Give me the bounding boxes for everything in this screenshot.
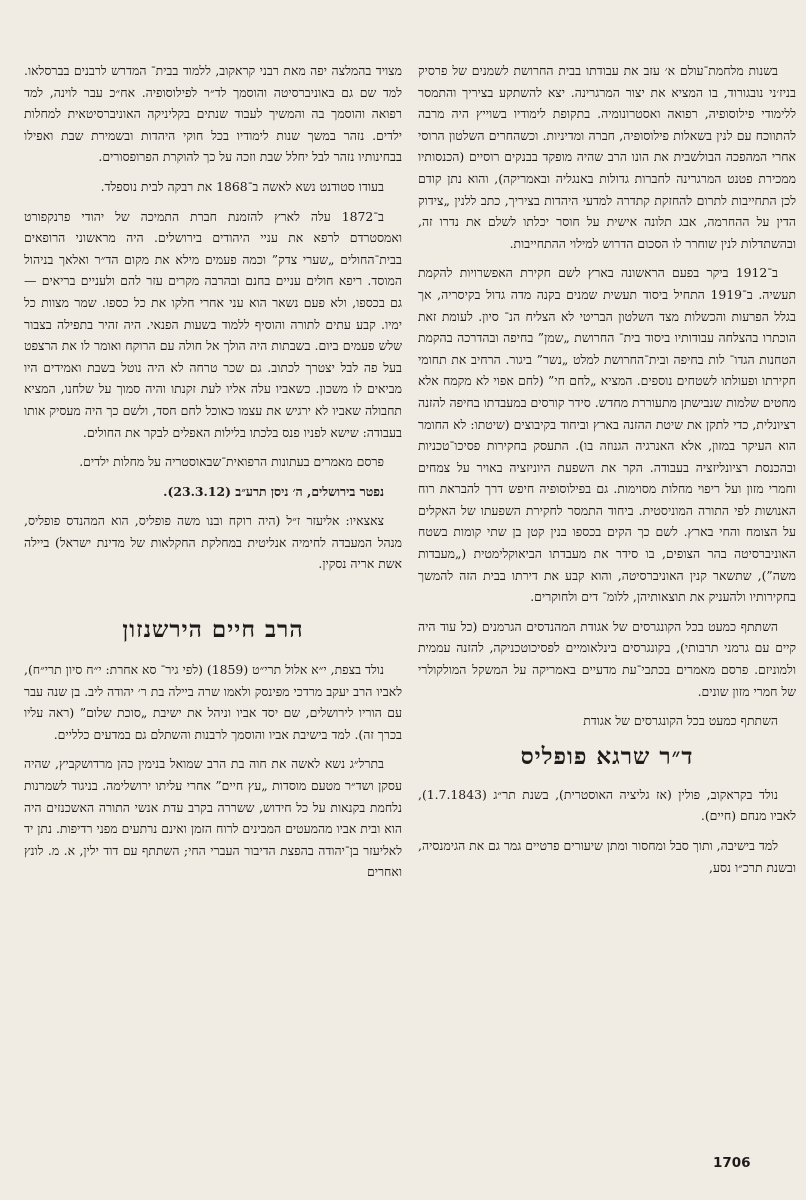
page-number: 1706 — [713, 1155, 751, 1171]
paragraph: השתתף כמעט בכל הקונגרסים של אגודת — [583, 713, 778, 729]
descendants: צאצאיו: אליעזר ז״ל (היה רוקח ובנו משה פופליס, הוא המהנדס פופליס, מנהל המעבדה לחימיה אנליטית במחלקת החקלאות של מדינת ישראל) ביילה אשת אריה נסקין. — [24, 513, 402, 572]
left-column — [24, 60, 402, 891]
paragraph: נולד בקראקוב, פולין (אז גליציה האוסטרית), בשנת תר״ג (1.7.1843), לאביו מנחם (חיים). — [418, 786, 796, 824]
paragraph: בתרל״ג נשא לאשה את חוה בת הרב שמואל בנימין כהן מרדושקביץ, שהיה עסקן ושד״ר מטעם מוסדות „עץ חיים” אחרי עליתו ירושלימה. בניגוד לשמרנות נלחמת בקנאות על כל חידוש, ששררה בקרב עדת אנשי התורה האשכנזים היה הוא ובית אביו מהמעטים המבינים לרוח הזמן ואינם נרתעים מפני רדיפות. נתן יד לאליעזר בן־יהודה בהפצת הדיבור העברי החי; השתתף עם דוד ילין, א. מ. לונץ ואחרים — [24, 756, 402, 880]
paragraph: בשנות מלחמת־עולם א׳ עזב את עבודתו בבית החרושת לשמנים של פרסיק בניז׳ני נובגורוד, בו המציא את יצור המרגרינה. יצא להשתקע בציריך והתמסר ללימודי פילוסופיה, רפואה ואסטרונומיה. בתקופת לימודיו בשוייץ היה מרבה להתווכח עם לנין בשאלות פילוסופיה, חברה ומדיניות. וכשהחרים השלטון הרוסי אחרי המהפכה הבולשבית את הונו הרב שהיה מופקד בבנקים רוסיים (הכנסותיו ממכירת פטנט המרגרינה לחברות גדולות באנגליה ובאמריקה), והוא נתן קודם לכן התחייבות לתרום להחזקת קתדרה למדעי היהדות בציריך, כתב ללנין „צידוק הדין על ההחרמה, אבג תלונה אישית על חוסר יכלתו לשלם את נדרו זה, ובהשתדלות לנין שוחרר לו הסכום הדרוש למילוי ההתחייבות. — [418, 63, 796, 251]
paragraph: נולד בצפת, י״א אלול תרי״ט (1859) (לפי גיר־ סא אחרת: י״ח סיון תרי״ח), לאביו הרב יעקב מרדכי מפינסק ולאמו שרה ביילה בת ר׳ יהודה ליב. בן שנה עבר עם הוריו לירושלים, שם יסד אביו וניהל את ישיבת „סוכת שלום” (ראה עליו בכרך זה). למד בישיבת אביו והוסמך לרבנות והשתלם גם במדעים כלליים. — [24, 662, 402, 742]
paragraph: השתתף כמעט בכל הקונגרסים של אגודת המהנדסים הגרמנים (כל עוד היה קיים עם גרמני תרבותי), בקונגרסים בינלאומיים לפסיכוטכניקה, להזנה עממית ולמוניזם. פרסם מאמרים בכתבי־עת מדעיים באמריקה על המשקל המולקולרי של חמרי מזון שונים. — [418, 618, 796, 699]
death-date: נפטר בירושלים, ה׳ ניסן תרע״ב (23.3.12). — [163, 483, 384, 499]
section-heading-hirschensohn: הרב חיים הירשנזון — [122, 616, 304, 644]
paragraph: פרסם מאמרים בעתונות הרפואית־שבאוסטריה על מחלות ילדים. — [79, 454, 384, 470]
paragraph: ב־1912 ביקר בפעם הראשונה בארץ לשם חקירת האפשרויות להקמת תעשיה. ב־1919 התחיל ביסוד תעשית שמנים בקנה מדה גדול בקיסריה, אך בגלל הפרעות והכשלות מצד השלטון הבריטי לא הצליח הנ־ סיון. לעומת זאת הוכתרו בהצלחה עבודותיו ביסוד בית־ החרושת „שמן” בחיפה ובהדרכה בהקמת הטחנות הגדו־ לות בחיפה ובית־החרושת למלט „נשר” ביגור. הרחיב את תחומי חקירתו ופעולתו לשטחים נוספים. המציא „לחם חי” (לחם אפוי לא מקמח אלא מחטים שלמות שנבישתן מתעוררת מחדש. סידר קורסים במעבדתו בחיפה להזנה רציונלית, כדי לתקן את שיטת ההזנה בארץ וביחוד בקיבוצים (שיטתו: לא החומר הוא העיקר במזון, אלא האנרגיה הגנוזה בו). התעסק בחקירות פסיכו־טכניות ובהכנסת רציונליזציה בעבודה. הקר את השפעת היוניזציה באויר על צמחים וחמרי מזון ועל ריפוי מחלות מסוימות. גם בפילוסופיה חיפש דרך להבראת רוח האנושות לפי התורה המוניסטית. ביחוד התמסר לחקירת השפעתו של האקלים על הצומח והחי בארץ. לשם כך הקים בכספו בנין קטן בן שתי קומות בשטח האוניברסיטה בהר הצופים, בו סידר את מעבדתו הביאוקלימטית („מעבדות משה”), שתשאר קנין האוניברסיטה, והוא קבע את דירתו בבית הזה להמשך בחקירותיו ולהעניק את תוצאותיהן, ללומ־ דים ולחוקרים. — [418, 265, 797, 605]
paragraph: בעודו סטודנט נשא לאשה ב־1868 את רבקה לבית נוספלד. — [100, 178, 384, 194]
right-column — [418, 60, 796, 886]
paragraph: ב־1872 עלה לארץ להזמנת חברת התמיכה של יהודי פרנקפורט ואמסטרדם לרפא את עניי היהודים בירושלים. היה מראשוני הרופאים בבית־החולים „שערי צדק” וכמה פעמים מילא את מקום הד״ר ואלאך בניהול המוסד. ריפא חולים עניים בחנם ובהרבה מקרים עזר להם ולעניים בריאים — גם בכספו, ולא פעם נשאר הוא עני אחרי חלקו את כל כספו. שמר מצוות כל ימיו. קבע עתים לתורה והוסיף ללמוד בשעות הפנאי. היה זהיר בתפילה בצבור שלש פעמים ביום. בשבתות היה הולך אל חולה עם הרוקח ואומר לו את הרצפט בעל פה לבל יצטרך לכתוב. גם שכר טרחה לא היה נוטל בשבת ואמידים היו מביאים לו משכון. כשאביו עלה אליו לעת זקנתו והיה סמוך על שלחנו, המציא תחבולה שאביו לא ירגיש את עצמו כאוכל לחם חסד, ולשם כך היה מעסיק אותו בעבודה: שישא לפניו פנס בלכתו בלילות האפלים לבקר את החולים. — [24, 208, 402, 440]
section-heading-popelis: ד״ר שרגא פופליס — [520, 742, 694, 770]
paragraph: למד בישיבה, ותוך סבל ומחסור ומתן שיעורים פרטיים גמר גם את הגימנסיה, ובשנת תרכ״ו נסע, — [418, 838, 796, 875]
paragraph: מצויד בהמלצה יפה מאת רבני קראקוב, ללמוד בבית־ המדרש לרבנים בברסלאו. למד שם גם באוניברסיטה והוסמך לד״ר לפילוסופיה. אח״כ עבר לוינה, למד רפואה והוסמך בה והמשיך לעבוד שנתים בקליניקה האוניברסיטאית למחלות ילדים. נזהר במשך שנות לימודיו בכל חוקי היהדות ובשמירת שבת ואפילו בבחינותיו נזהר לבל יחלל שבת וזכה על כך להוקרת הפרופסורים. — [24, 63, 402, 165]
